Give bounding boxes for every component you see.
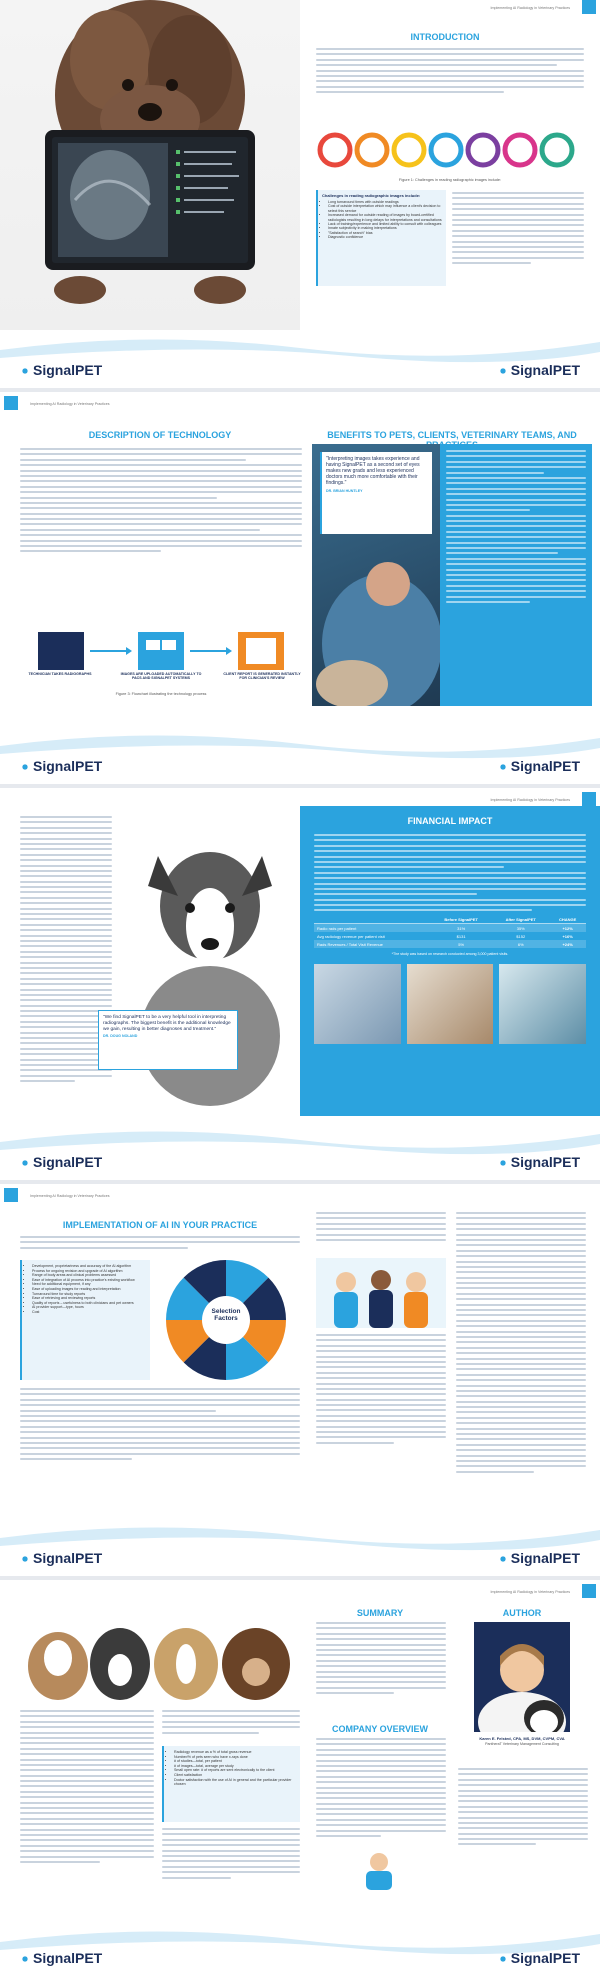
- author-title: AUTHOR: [502, 1608, 542, 1618]
- page-introduction: [0, 0, 600, 392]
- page-header: [0, 1188, 600, 1202]
- summary-left-col2: [162, 1710, 300, 1737]
- header-doc-title: Implementing AI Radiology in Veterinary Practices: [490, 1590, 570, 1594]
- brand-logo: SignalPET: [20, 362, 102, 378]
- financial-panel: [300, 806, 600, 1116]
- signal-icon: [498, 762, 508, 772]
- page-number-tab: [582, 792, 596, 806]
- challenges-figure: [316, 128, 584, 176]
- brand-logo: SignalPET: [20, 1154, 102, 1170]
- table-row: Avg radiology revenue per patient visit $131 $152 +16%: [317, 933, 573, 939]
- challenges-title: Challenges in reading radiographic images include:: [322, 193, 421, 198]
- factor-item: • Cost: [32, 1310, 146, 1315]
- author-org: PantheraT Veterinary Management Consulting: [485, 1742, 559, 1746]
- page-implementation: [0, 1188, 600, 1580]
- implementation-body-text: [20, 1388, 300, 1463]
- header-doc-title: Implementing AI Radiology in Veterinary Practices: [490, 798, 570, 802]
- signal-icon: [498, 366, 508, 376]
- dog-tablet-photo: [0, 0, 300, 330]
- vet-illustration: [344, 1850, 414, 1890]
- footer-wave: [0, 724, 600, 784]
- brand-logo: SignalPET: [20, 1550, 102, 1566]
- signal-icon: [498, 1158, 508, 1168]
- quote-text: "Interpreting images takes experience and having SignalPET as a second set of eyes makes new grads and less experienced doctors much more comfortable with their findings.": [326, 456, 420, 486]
- clinic-photo: [407, 964, 494, 1044]
- selection-factors-wheel: [156, 1256, 296, 1384]
- table-header: Before SignalPET: [444, 916, 478, 922]
- metrics-box: [162, 1746, 300, 1822]
- company-overview-title: COMPANY OVERVIEW: [331, 1724, 429, 1734]
- dogs-row-photo: [20, 1606, 300, 1706]
- intro-body-text-2: [452, 192, 584, 267]
- challenge-item: • Cost of outside interpretation which may influence a client's decision to select this service: [328, 204, 442, 213]
- table-row: Radio rads per patient 31% 35% +12%: [314, 924, 586, 933]
- metric-item: • Client satisfaction: [174, 1773, 296, 1778]
- challenge-item: • Long turnaround times with outside readings: [328, 200, 442, 204]
- brand-logo: SignalPET: [498, 1550, 580, 1566]
- signal-icon: [20, 762, 30, 772]
- factor-item: • AI provider support—type, hours: [32, 1305, 146, 1310]
- summary-left-col2b: [162, 1828, 300, 1882]
- summary-left-col1: [20, 1710, 154, 1866]
- section-title: IMPLEMENTATION OF AI IN YOUR PRACTICE: [62, 1220, 258, 1230]
- footer-wave: [0, 1120, 600, 1180]
- metrics-list: [168, 1750, 296, 1787]
- clinic-photo: [499, 964, 586, 1044]
- implementation-body-col3: [456, 1212, 586, 1476]
- factor-item: • Development, proprietariness and accuracy of the AI algorithm: [32, 1264, 146, 1269]
- table-row: Rads Revenues / Total Visit Revenue 5% 6% +24%: [314, 940, 586, 948]
- summary-body-text: [316, 1622, 446, 1697]
- financial-table: [314, 915, 586, 948]
- header-doc-title: Implementing AI Radiology in Veterinary Practices: [30, 1194, 110, 1198]
- footer-wave: [0, 1516, 600, 1576]
- flow-step: TECHNICIAN TAKES RADIOGRAPHS: [28, 672, 92, 676]
- quote-box: [320, 452, 432, 534]
- metric-item: • # of studies—total, per patient: [174, 1759, 296, 1764]
- financial-body-text: [314, 834, 586, 911]
- quote-text: "We find SignalPET to be a very helpful tool in interpreting radiographs. The biggest benefit is the additional knowledge we gain, resulting in better diagnoses and treatment.": [103, 1015, 231, 1032]
- brand-logo: SignalPET: [498, 758, 580, 774]
- wheel-center-label: Selection Factors: [211, 1308, 241, 1322]
- challenge-item: • Lack of training/experience and limited ability to consult with colleagues: [328, 222, 442, 226]
- intro-body-text: [316, 48, 584, 97]
- metric-item: • Number/% of pets seen who have x-rays done: [174, 1755, 296, 1760]
- implementation-body-col2: [316, 1212, 446, 1244]
- page-technology: [0, 396, 600, 788]
- page-number-tab: [582, 1584, 596, 1598]
- challenges-box: [316, 190, 446, 286]
- clinic-photo: [314, 964, 401, 1044]
- factor-item: • Ease of uploading images for reading and interpretation: [32, 1287, 146, 1292]
- brand-logo: SignalPET: [498, 1950, 580, 1966]
- challenges-list: [322, 200, 442, 240]
- quote-author: DR. BRIAN HUNTLEY: [326, 489, 363, 493]
- challenge-item: • "Satisfaction of search" bias: [328, 231, 442, 235]
- factor-item: • Ease of retrieving and reviewing reports: [32, 1296, 146, 1301]
- benefits-body-text: [446, 450, 586, 603]
- implementation-body-col2b: [316, 1334, 446, 1447]
- section-title-left: DESCRIPTION OF TECHNOLOGY: [88, 430, 232, 440]
- table-note: *The study was based on research conducted among 3,000 patient visits.: [391, 952, 509, 957]
- page-number-tab: [4, 1188, 18, 1202]
- flow-labels: [20, 672, 302, 680]
- signal-icon: [498, 1954, 508, 1964]
- author-name: Karen E. Felsted, CPA, MS, DVM, CVPM, CVA: [479, 1736, 565, 1741]
- factors-box: [20, 1260, 150, 1380]
- section-title: INTRODUCTION: [410, 32, 480, 42]
- factor-item: • Ease of integration of AI process into practice's existing workflow: [32, 1278, 146, 1283]
- page-header: [0, 396, 600, 410]
- challenge-item: • Increased demand for outside reading of images by board-certified radiologists resulting in long delays for interpretations and consultations: [328, 213, 442, 222]
- footer-wave: [0, 328, 600, 388]
- brand-logo: SignalPET: [498, 362, 580, 378]
- section-title: FINANCIAL IMPACT: [407, 816, 493, 826]
- photo-strip: [314, 964, 586, 1044]
- metric-item: • Doctor satisfaction with the use of AI in general and the particular provider chosen: [174, 1778, 296, 1787]
- brand-logo: SignalPET: [20, 1950, 102, 1966]
- table-header: [314, 915, 430, 924]
- page-number-tab: [582, 0, 596, 14]
- technology-body-text: [20, 448, 302, 556]
- challenge-item: • Diagnostic confidence: [328, 235, 442, 239]
- signal-icon: [20, 1158, 30, 1168]
- implementation-intro-text: [20, 1236, 300, 1252]
- factor-item: • Range of body areas and clinical problems assessed: [32, 1273, 146, 1278]
- signal-icon: [20, 1554, 30, 1564]
- flow-step: IMAGES ARE UPLOADED AUTOMATICALLY TO PACS AND SIGNALPET SYSTEMS: [120, 672, 202, 680]
- table-header: CHANGE: [558, 916, 577, 922]
- table-header: After SignalPET: [505, 916, 536, 922]
- factor-item: • Turnaround time for study reports: [32, 1292, 146, 1297]
- benefits-panel: [440, 444, 592, 706]
- figure-caption: Figure 1: Challenges in reading radiographic images include:: [398, 178, 502, 182]
- factors-list: [26, 1264, 146, 1315]
- page-number-tab: [4, 396, 18, 410]
- factor-item: • Quality of reports – usefulness to both clinicians and pet owners: [32, 1301, 146, 1306]
- signal-icon: [20, 366, 30, 376]
- page-header: [0, 792, 600, 806]
- page-header: [0, 1584, 600, 1598]
- metric-item: • Small open rate: # of reports are sent electronically to the client: [174, 1768, 296, 1773]
- signal-icon: [498, 1554, 508, 1564]
- challenge-item: • Innate subjectivity in making interpretations: [328, 226, 442, 230]
- company-overview-text: [316, 1738, 446, 1840]
- section-title-right: BENEFITS TO PETS, CLIENTS, VETERINARY TEAMS, AND: [327, 430, 577, 440]
- metric-item: • # of images—total, average per study: [174, 1764, 296, 1769]
- factor-item: • Need for additional equipment, if any: [32, 1282, 146, 1287]
- flow-step: CLIENT REPORT IS GENERATED INSTANTLY FOR CLINICIAN'S REVIEW: [223, 672, 301, 680]
- flow-caption: Figure 3: Flowchart illustrating the technology process: [115, 692, 207, 696]
- brand-logo: SignalPET: [20, 758, 102, 774]
- header-doc-title: Implementing AI Radiology in Veterinary Practices: [30, 402, 110, 406]
- author-photo: [474, 1622, 570, 1732]
- quote-box: [98, 1010, 238, 1070]
- quote-author: DR. DOUG NOLAND: [103, 1034, 138, 1039]
- page-summary: [0, 1584, 600, 1980]
- header-doc-title: Implementing AI Radiology in Veterinary Practices: [490, 6, 570, 10]
- metric-item: • Radiology revenue as a % of total gross revenue: [174, 1750, 296, 1755]
- signal-icon: [20, 1954, 30, 1964]
- brand-logo: SignalPET: [498, 1154, 580, 1170]
- summary-title: SUMMARY: [356, 1608, 404, 1618]
- vet-team-illustration: [316, 1258, 446, 1328]
- factor-item: • Process for ongoing revision and upgrade of AI algorithm: [32, 1269, 146, 1274]
- page-financial: [0, 792, 600, 1184]
- author-bio-text: [458, 1768, 588, 1849]
